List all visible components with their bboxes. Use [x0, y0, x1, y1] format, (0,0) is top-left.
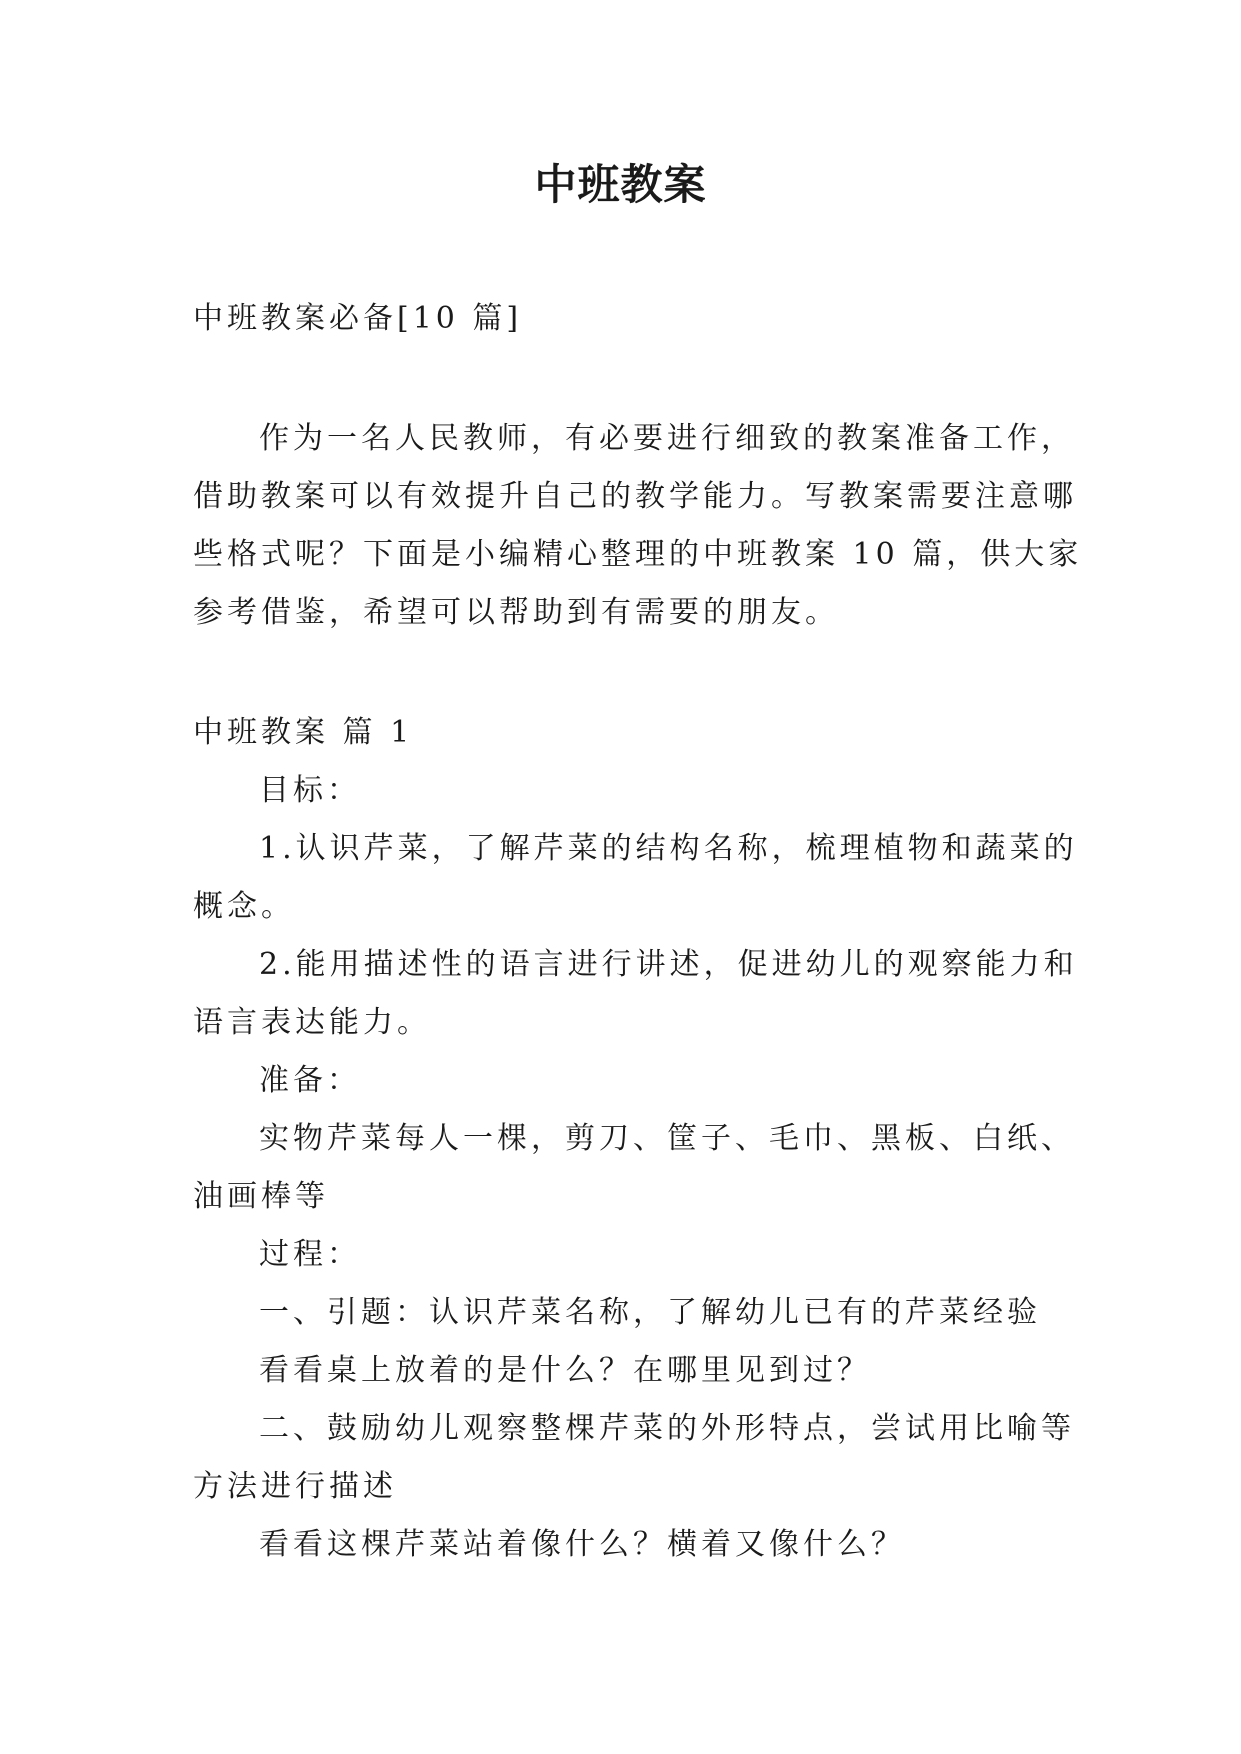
intro-line: 些格式呢？下面是小编精心整理的中班教案 10 篇，供大家: [193, 537, 1083, 572]
spacer: [193, 348, 1053, 410]
body-line: 二、鼓励幼儿观察整棵芹菜的外形特点，尝试用比喻等: [259, 1411, 1075, 1446]
intro-line: 作为一名人民教师，有必要进行细致的教案准备工作，: [259, 421, 1075, 456]
body-line: 油画棒等: [193, 1179, 329, 1214]
body-line: 方法进行描述: [193, 1469, 397, 1504]
body-line: 概念。: [193, 889, 295, 924]
subtitle: 中班教案必备[10 篇]: [193, 301, 523, 336]
body-line: 2.能用描述性的语言进行讲述，促进幼儿的观察能力和: [259, 947, 1078, 982]
body-line: 看看桌上放着的是什么？在哪里见到过？: [259, 1353, 871, 1388]
body-line: 看看这棵芹菜站着像什么？横着又像什么？: [259, 1527, 905, 1562]
body-line: 准备：: [259, 1063, 361, 1098]
body-line: 目标：: [259, 773, 361, 808]
document-title: 中班教案: [534, 160, 707, 209]
body-line: 过程：: [259, 1237, 361, 1272]
spacer: [193, 642, 1053, 704]
body-line: 实物芹菜每人一棵，剪刀、筐子、毛巾、黑板、白纸、: [259, 1121, 1075, 1156]
section-heading: 中班教案 篇 1: [193, 715, 414, 750]
document-body: [193, 290, 1083, 1574]
body-line: 一、引题：认识芹菜名称，了解幼儿已有的芹菜经验: [259, 1295, 1041, 1330]
body-line: 语言表达能力。: [193, 1005, 431, 1040]
intro-line: 参考借鉴，希望可以帮助到有需要的朋友。: [193, 595, 839, 630]
intro-line: 借助教案可以有效提升自己的教学能力。写教案需要注意哪: [193, 479, 1077, 514]
body-line: 1.认识芹菜，了解芹菜的结构名称，梳理植物和蔬菜的: [259, 831, 1078, 866]
